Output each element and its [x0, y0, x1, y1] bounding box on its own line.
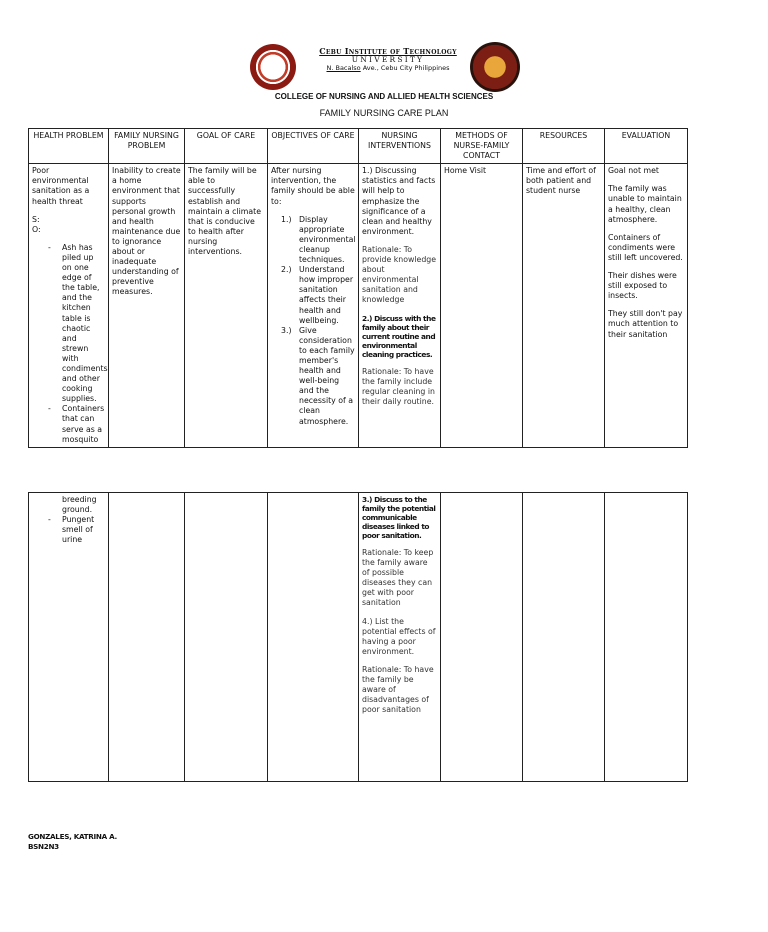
column-header: GOAL OF CARE: [185, 129, 268, 164]
table-row: [29, 493, 688, 782]
interventions-cell: [359, 164, 441, 447]
health-problem-cell: [29, 164, 109, 447]
list-item: [281, 265, 355, 326]
resources-cell: Time and effort of both patient and student nurse: [523, 164, 605, 447]
document-header: [0, 40, 768, 120]
author-section: BSN2N3: [28, 842, 59, 851]
rationale-text: Rationale: To keep the family aware of possible diseases they can get with poor sanitation: [362, 548, 434, 608]
interventions-cell: [359, 493, 441, 782]
evaluation-note: Containers of condiments were still left uncovered.: [608, 232, 683, 262]
empty-cell: [268, 493, 359, 782]
column-header: EVALUATION: [605, 129, 688, 164]
methods-of-contact-cell: Home Visit: [441, 164, 523, 447]
intervention-item: 2.) Discuss with the family about their current routine and environmental cleaning practices.: [362, 313, 436, 359]
evaluation-note: The family was unable to maintain a healthy, clean atmosphere.: [608, 184, 682, 224]
observation-list: [32, 242, 108, 445]
empty-cell: [185, 493, 268, 782]
college-seal-logo: [470, 42, 520, 92]
subjective-label: S:: [32, 214, 40, 224]
objectives-list: [271, 215, 355, 427]
address-street: N. Bacalso: [326, 64, 361, 72]
item-text: Give consideration to each family member's health and well-being and the necessity of a clean atmosphere.: [299, 325, 355, 426]
empty-cell: [523, 493, 605, 782]
item-number: 1.): [281, 214, 292, 224]
list-item: - Pungent smell of urine: [62, 515, 105, 545]
family-nursing-problem-cell: Inability to create a home environment that supports personal growth and health maintenance due to ignorance about or inadequate understanding of preventive measures.: [109, 164, 185, 447]
intervention-item: 3.) Discuss to the family the potential communicable diseases linked to poor sanitation.: [362, 495, 436, 540]
empty-cell: [109, 493, 185, 782]
university-seal-logo: [250, 44, 296, 90]
evaluation-status: Goal not met: [608, 166, 659, 176]
evaluation-note: Their dishes were still exposed to insects.: [608, 271, 677, 301]
author-name: GONZALES, KATRINA A.: [28, 832, 117, 841]
column-header: FAMILY NURSING PROBLEM: [109, 129, 185, 164]
column-header: OBJECTIVES OF CARE: [268, 129, 359, 164]
list-item: - Ash has piled up on one edge of the table, and the kitchen table is chaotic and strewn with condiments and other cooking supplies.: [62, 243, 105, 405]
university-address: [300, 64, 476, 72]
table-row: [29, 164, 688, 447]
university-name: Cebu Institute of Technology: [319, 46, 457, 56]
item-text: Display appropriate environmental cleanup techniques.: [299, 214, 356, 265]
list-item: - Containers that can serve as a mosquito: [62, 404, 105, 444]
rationale-text: Rationale: To have the family include regular cleaning in their daily routine.: [362, 366, 435, 406]
objectives-cell: [268, 164, 359, 447]
continued-text: breeding ground.: [62, 495, 97, 515]
column-header: HEALTH PROBLEM: [29, 129, 109, 164]
objective-label: O:: [32, 224, 41, 234]
list-item: [281, 325, 355, 427]
page-title: FAMILY NURSING CARE PLAN: [319, 108, 449, 118]
item-text: Understand how improper sanitation affects their health and wellbeing.: [299, 265, 354, 325]
address-rest: Ave., Cebu City Philippines: [360, 64, 450, 72]
evaluation-note: They still don't pay much attention to their sanitation: [608, 309, 683, 339]
objectives-intro: After nursing intervention, the family should be able to:: [271, 166, 355, 206]
empty-cell: [441, 493, 523, 782]
observation-list: [32, 515, 105, 545]
table-header-row: [29, 129, 688, 164]
list-item: [281, 214, 356, 265]
item-number: 3.): [281, 325, 292, 335]
rationale-text: Rationale: To have the family be aware of disadvantages of poor sanitation: [362, 664, 434, 715]
health-problem-title: Poor environmental sanitation as a health threat: [32, 166, 90, 206]
care-plan-table-continued: [28, 492, 688, 782]
author-signature: [28, 832, 117, 852]
empty-cell: [605, 493, 688, 782]
intervention-item: 1.) Discussing statistics and facts will help to emphasize the significance of a clean and healthy environment.: [362, 166, 436, 236]
intervention-item: 4.) List the potential effects of having a poor environment.: [362, 616, 436, 656]
column-header: RESOURCES: [523, 129, 605, 164]
column-header: NURSING INTERVENTIONS: [359, 129, 441, 164]
college-name: COLLEGE OF NURSING AND ALLIED HEALTH SCIENCES: [274, 92, 494, 101]
health-problem-cell: [29, 493, 109, 782]
rationale-text: Rationale: To provide knowledge about environmental sanitation and knowledge: [362, 244, 437, 305]
university-subtitle: UNIVERSITY: [351, 55, 425, 64]
evaluation-cell: [605, 164, 688, 447]
goal-of-care-cell: The family will be able to successfully establish and maintain a climate that is conducive to health after nursing interventions.: [185, 164, 268, 447]
column-header: METHODS OF NURSE-FAMILY CONTACT: [441, 129, 523, 164]
care-plan-table: [28, 128, 688, 448]
item-number: 2.): [281, 265, 292, 275]
